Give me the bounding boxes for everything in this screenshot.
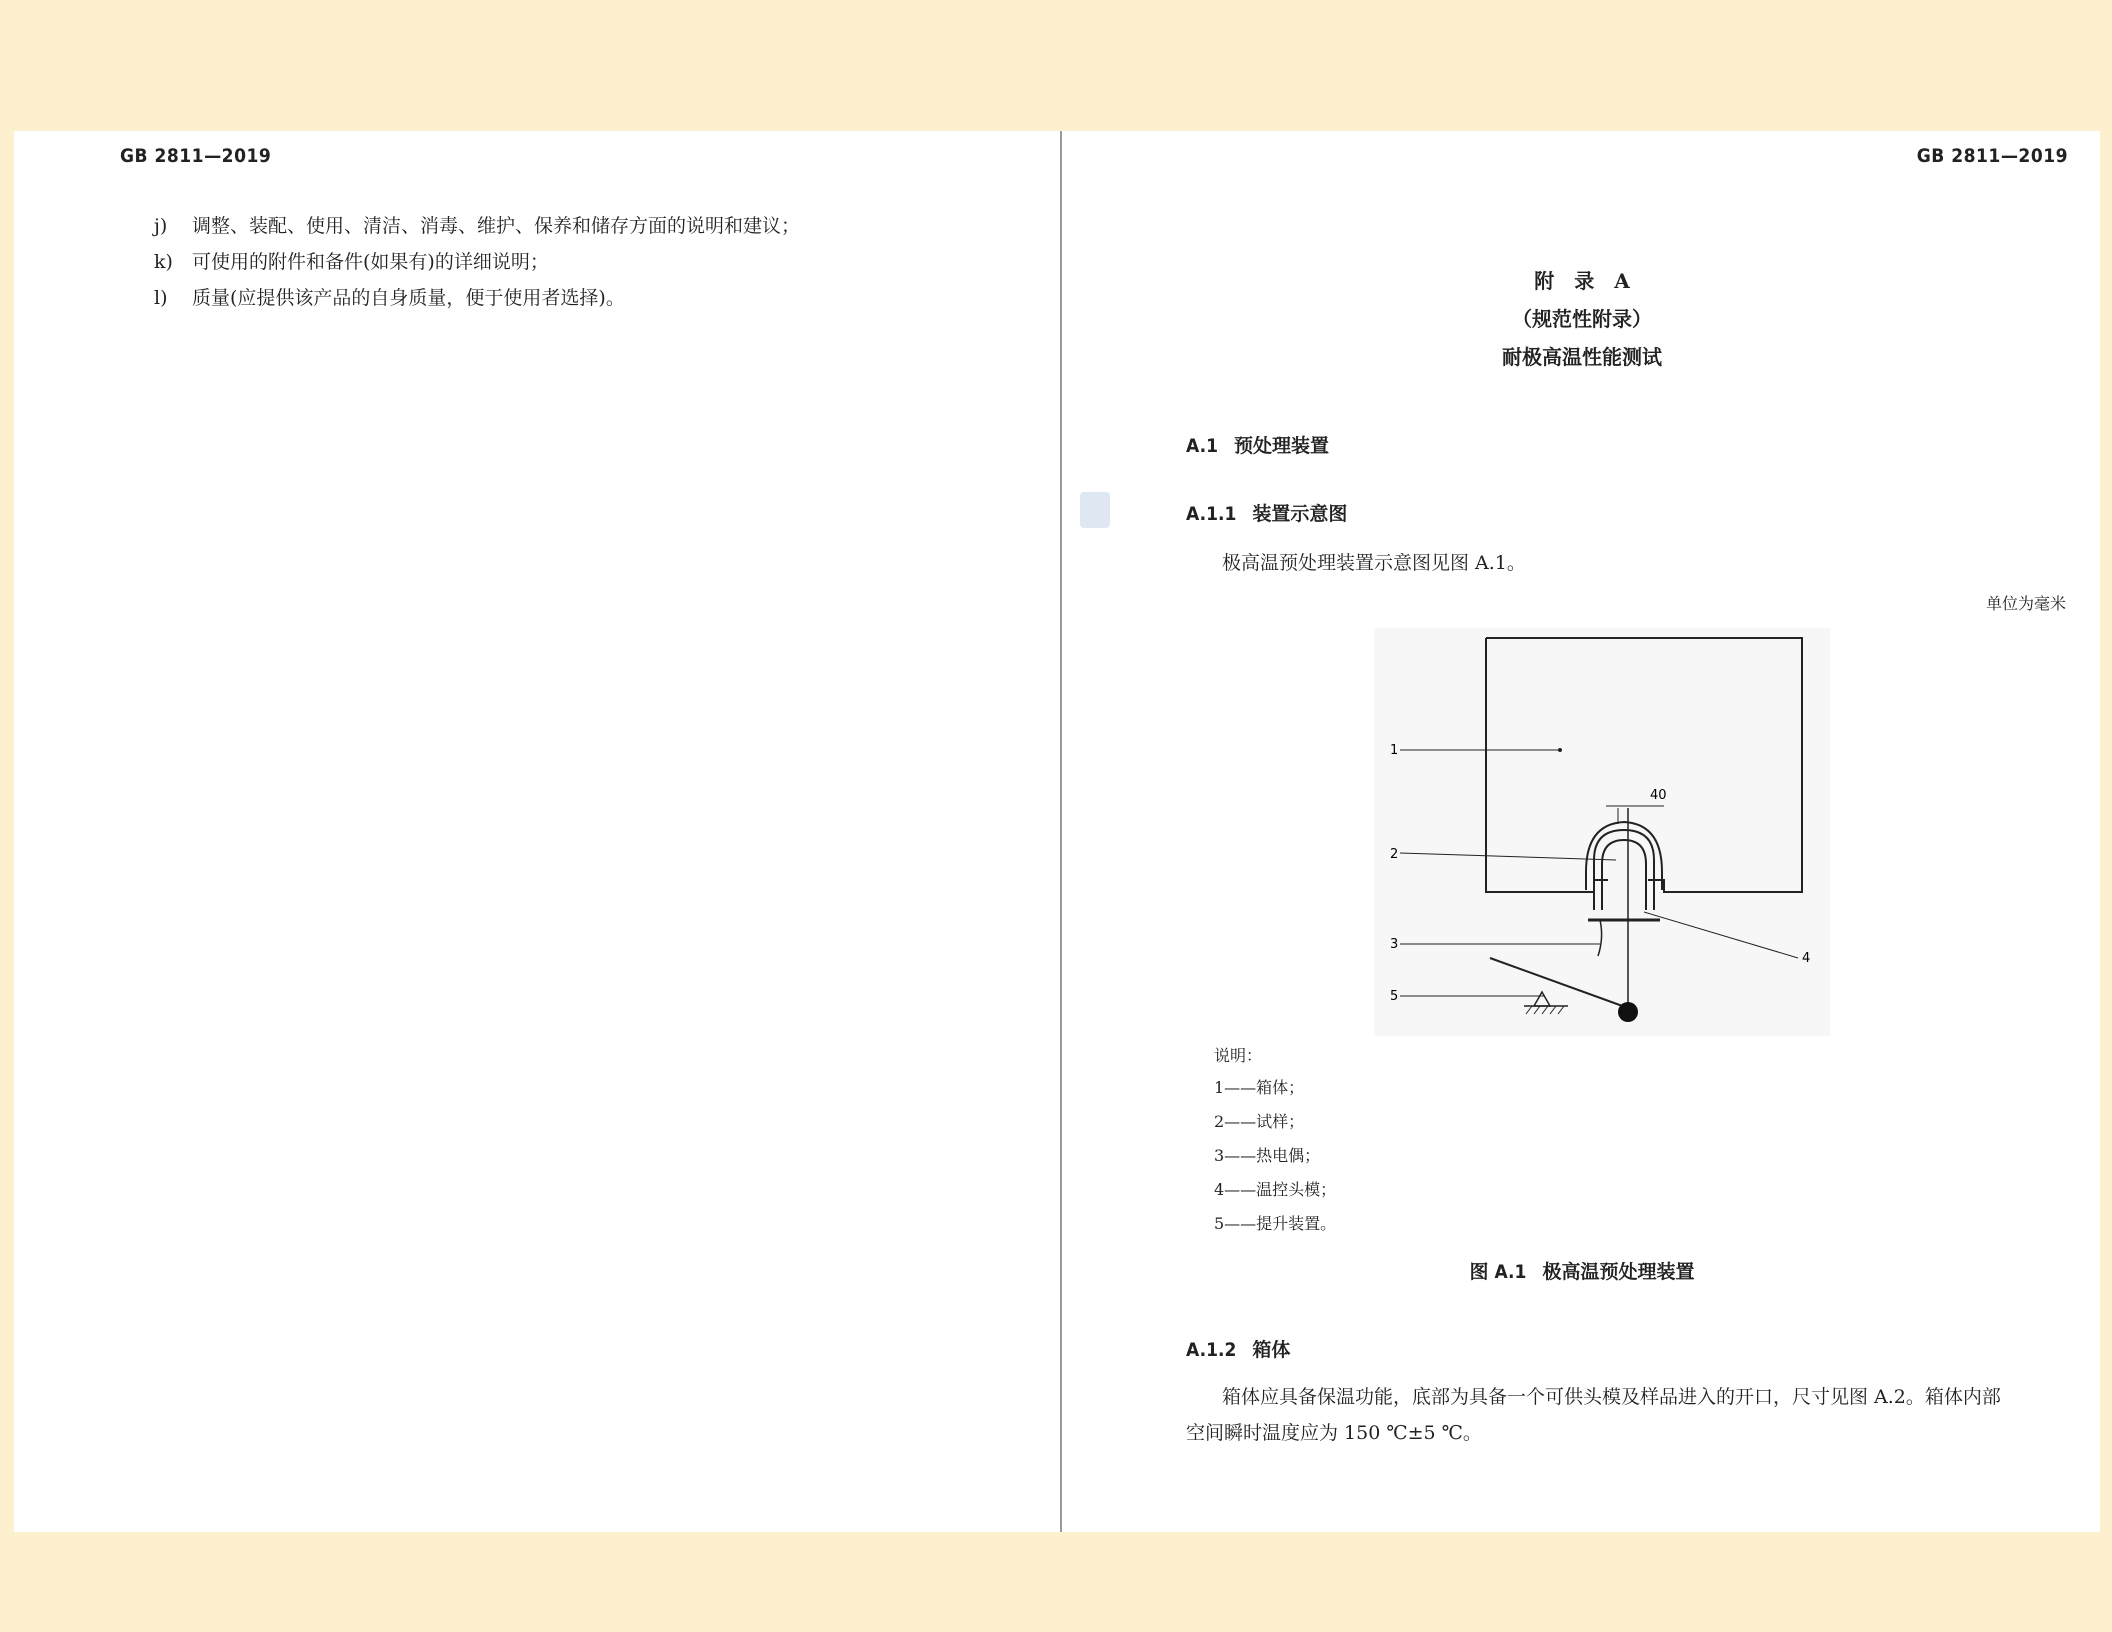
list-item (154, 211, 800, 238)
figure-label-3: 3 (1390, 937, 1399, 952)
legend-item: 2——试样； (1214, 1112, 1305, 1131)
list-item-key: j) (154, 215, 168, 237)
left-page (14, 131, 1060, 1532)
legend-item: 1——箱体； (1214, 1078, 1305, 1097)
list-item-text: 质量(应提供该产品的自身质量，便于使用者选择)。 (192, 287, 625, 309)
paragraph-a12: 箱体应具备保温功能，底部为具备一个可供头模及样品进入的开口，尺寸见图 A.2。箱体内部空间瞬时温度应为 150 ℃±5 ℃。 (1186, 1386, 2001, 1444)
figure-caption (1062, 1257, 2102, 1284)
section-heading-a11 (1186, 499, 1347, 526)
section-number: A.1.1 (1186, 503, 1237, 525)
page-header: GB 2811—2019 (1916, 145, 2068, 167)
list-item-text: 可使用的附件和备件(如果有)的详细说明； (192, 251, 549, 273)
section-number: A.1.2 (1186, 1339, 1237, 1361)
list-item-key: l) (154, 287, 168, 309)
section-heading-a1 (1186, 431, 1329, 458)
figure-label-4: 4 (1802, 951, 1811, 966)
dimension-label: 40 (1650, 788, 1667, 803)
legend-item: 5——提升装置。 (1214, 1214, 1337, 1233)
appendix-type: （规范性附录） (1512, 307, 1652, 331)
counterweight (1618, 1002, 1638, 1022)
section-number: A.1 (1186, 435, 1218, 457)
figure-label-2: 2 (1390, 847, 1399, 862)
section-title: 箱体 (1252, 1339, 1291, 1361)
figure-number: 图 A.1 (1469, 1261, 1527, 1283)
section-title: 预处理装置 (1233, 435, 1329, 457)
section-heading-a12 (1186, 1335, 1290, 1362)
leader-dot-1 (1558, 748, 1562, 752)
figure-a1-diagram (1374, 628, 1830, 1036)
legend-item: 3——热电偶； (1214, 1146, 1321, 1165)
legend-item: 4——温控头模； (1214, 1180, 1337, 1199)
figure-label-1: 1 (1390, 743, 1399, 758)
appendix-name: 耐极高温性能测试 (1502, 345, 1662, 369)
paragraph-a11: 极高温预处理装置示意图见图 A.1。 (1222, 552, 1526, 574)
bookmark-tab[interactable] (1080, 492, 1110, 528)
units-note: 单位为毫米 (1985, 594, 2066, 613)
appendix-title: 附 录 A (1534, 269, 1630, 293)
list-item (154, 283, 625, 310)
page-header: GB 2811—2019 (120, 145, 272, 167)
figure-title: 极高温预处理装置 (1542, 1261, 1695, 1283)
list-item (154, 247, 549, 274)
legend-title: 说明： (1214, 1046, 1263, 1065)
figure-background (1374, 628, 1830, 1036)
list-item-key: k) (154, 251, 173, 273)
section-title: 装置示意图 (1252, 503, 1348, 525)
figure-label-5: 5 (1390, 989, 1399, 1004)
list-item-text: 调整、装配、使用、清洁、消毒、维护、保养和储存方面的说明和建议； (192, 215, 801, 237)
